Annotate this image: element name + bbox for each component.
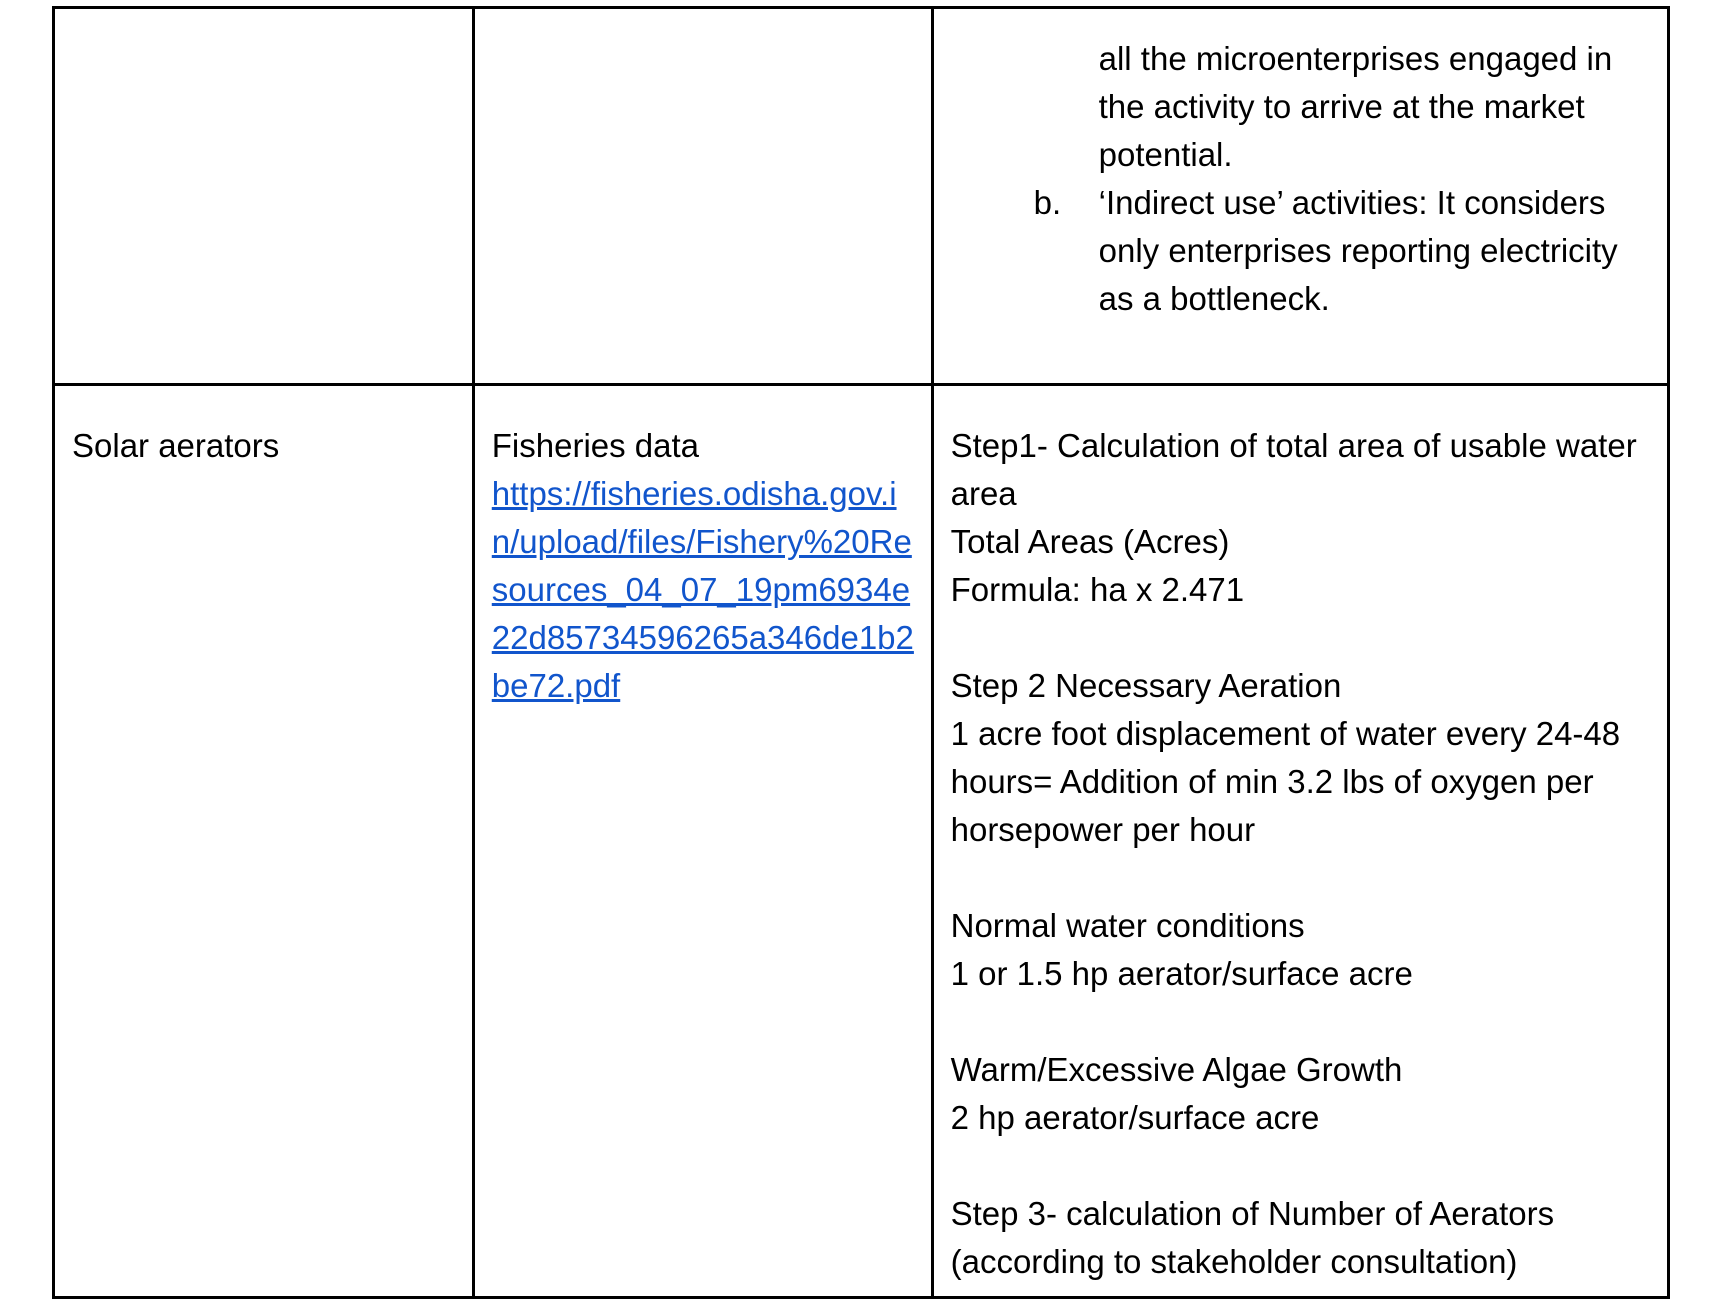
step1-title: Step1- Calculation of total area of usable water area (950, 427, 1637, 512)
source-label: Fisheries data (491, 427, 700, 464)
normal-conditions-title: Normal water conditions (950, 907, 1305, 944)
spacer (951, 854, 1651, 902)
method-content (934, 386, 1667, 1286)
table-cell-source (473, 385, 932, 1298)
activity-name: Solar aerators (72, 427, 280, 464)
cell-content (475, 9, 931, 35)
step3-title: Step 3- calculation of Number of Aerators (according to stakeholder consultation) (950, 1195, 1555, 1280)
list-item-b (951, 179, 1651, 323)
table-cell-method (932, 385, 1668, 1298)
warm-conditions-text: 2 hp aerator/surface acre (950, 1099, 1320, 1136)
step1-line1: Total Areas (Acres) (950, 523, 1230, 560)
list-item-text: ‘Indirect use’ activities: It considers only enterprises reporting electricity as a bottleneck. (1098, 184, 1618, 317)
list-marker: b. (1033, 184, 1062, 221)
step2-text: 1 acre foot displacement of water every 24-48 hours= Addition of min 3.2 lbs of oxygen per horsepower per hour (950, 715, 1621, 848)
list-item-a-continuation: all the microenterprises engaged in the activity to arrive at the market potential. (1098, 40, 1613, 173)
table-cell-source (473, 8, 932, 385)
table-row (54, 385, 1669, 1298)
spacer (951, 1142, 1651, 1190)
warm-conditions-title: Warm/Excessive Algae Growth (950, 1051, 1403, 1088)
cell-content (55, 9, 472, 35)
table-cell-activity (54, 8, 474, 385)
normal-conditions-text: 1 or 1.5 hp aerator/surface acre (950, 955, 1413, 992)
source-link[interactable]: https://fisheries.odisha.gov.in/upload/files/Fishery%20Resources_04_07_19pm6934e22d85734596265a346de1b2be72.pdf (491, 475, 914, 704)
method-list (934, 9, 1667, 323)
table-row (54, 8, 1669, 385)
step1-line2: Formula: ha x 2.471 (950, 571, 1245, 608)
step2-title: Step 2 Necessary Aeration (950, 667, 1342, 704)
spacer (951, 998, 1651, 1046)
data-table (52, 6, 1670, 1299)
table-cell-activity (54, 385, 474, 1298)
source-content (475, 386, 931, 710)
spacer (951, 614, 1651, 662)
table-cell-method (932, 8, 1668, 385)
